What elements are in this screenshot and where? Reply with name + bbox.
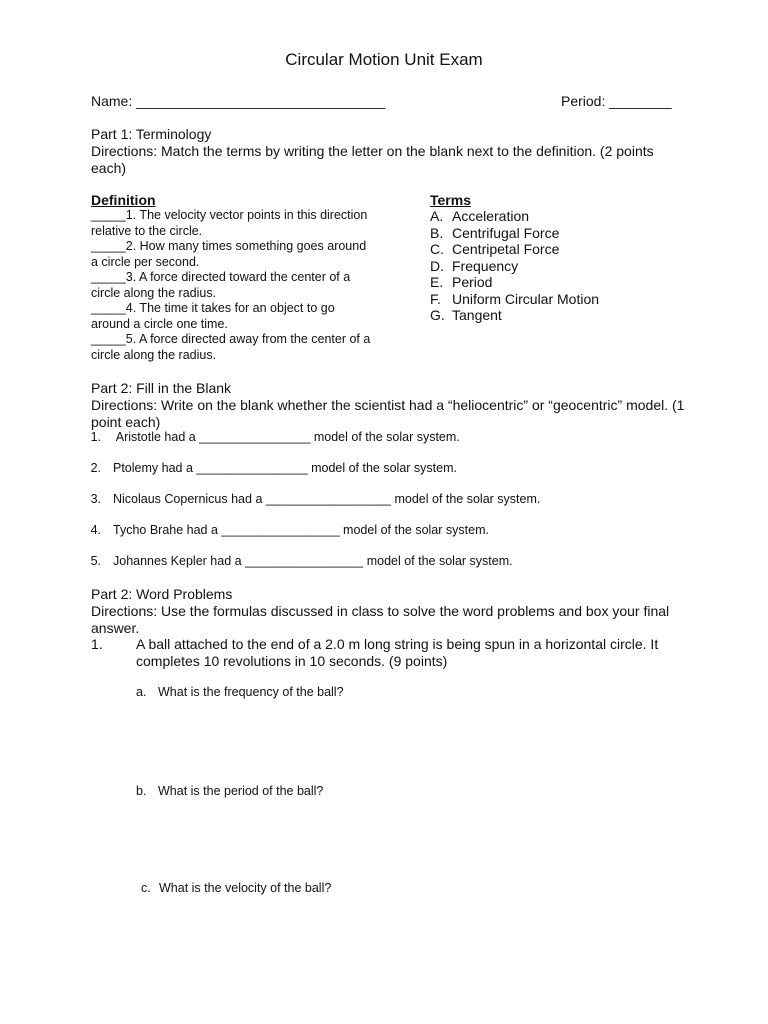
definition-item[interactable]: _____5. A force directed away from the center of a circle along the radius. (91, 332, 371, 362)
subquestion-a: a. What is the frequency of the ball? (136, 685, 344, 699)
term-item: B. Centrifugal Force (430, 224, 560, 241)
term-item: F. Uniform Circular Motion (430, 290, 600, 307)
term-item: D. Frequency (430, 257, 519, 274)
terms-list (430, 208, 599, 324)
fill-item[interactable]: 1. Aristotle had a ________________ model of the solar system. (90, 430, 460, 444)
word-problem (91, 636, 661, 670)
terms-header: Terms (430, 192, 471, 208)
problem-number: 1. (91, 636, 103, 652)
part3-heading: Part 2: Word Problems (91, 586, 233, 602)
definitions-list (91, 208, 373, 363)
fill-item[interactable]: 4. Tycho Brahe had a _________________ model of the solar system. (90, 523, 489, 537)
fill-item[interactable]: 2. Ptolemy had a ________________ model of the solar system. (90, 461, 457, 475)
name-field[interactable]: Name: ________________________________ (91, 93, 386, 109)
term-item: E. Period (430, 274, 493, 290)
problem-text: A ball attached to the end of a 2.0 m long string is being spun in a horizontal circle. It completes 10 revolutions in 10 seconds. (9 points) (136, 636, 659, 669)
page-title: Circular Motion Unit Exam (285, 50, 483, 69)
definition-item[interactable]: _____4. The time it takes for an object to go around a circle one time. (91, 301, 335, 331)
definition-item[interactable]: _____1. The velocity vector points in this direction relative to the circle. (91, 208, 368, 238)
part1-heading: Part 1: Terminology (91, 126, 212, 142)
definition-header: Definition (91, 192, 156, 208)
fill-item[interactable]: 5. Johannes Kepler had a _________________ model of the solar system. (90, 554, 513, 568)
subquestion-c: c. What is the velocity of the ball? (141, 881, 332, 895)
part1-directions: Directions: Match the terms by writing the letter on the blank next to the definition. (2 points each) (91, 143, 654, 176)
definition-item[interactable]: _____3. A force directed toward the center of a circle along the radius. (91, 270, 351, 300)
term-item: A. Acceleration (430, 208, 530, 224)
definition-item[interactable]: _____2. How many times something goes around a circle per second. (91, 239, 367, 269)
term-item: G. Tangent (430, 307, 502, 323)
part2-heading: Part 2: Fill in the Blank (91, 380, 232, 396)
part2-directions: Directions: Write on the blank whether the scientist had a “heliocentric” or “geocentric” model. (1 point each) (91, 397, 685, 430)
subquestion-b: b. What is the period of the ball? (136, 784, 324, 798)
term-item: C. Centripetal Force (430, 241, 560, 257)
fill-item[interactable]: 3. Nicolaus Copernicus had a __________________ model of the solar system. (90, 492, 541, 506)
period-field[interactable]: Period: ________ (561, 93, 672, 109)
part3-directions: Directions: Use the formulas discussed in class to solve the word problems and box your final answer. (91, 603, 670, 636)
